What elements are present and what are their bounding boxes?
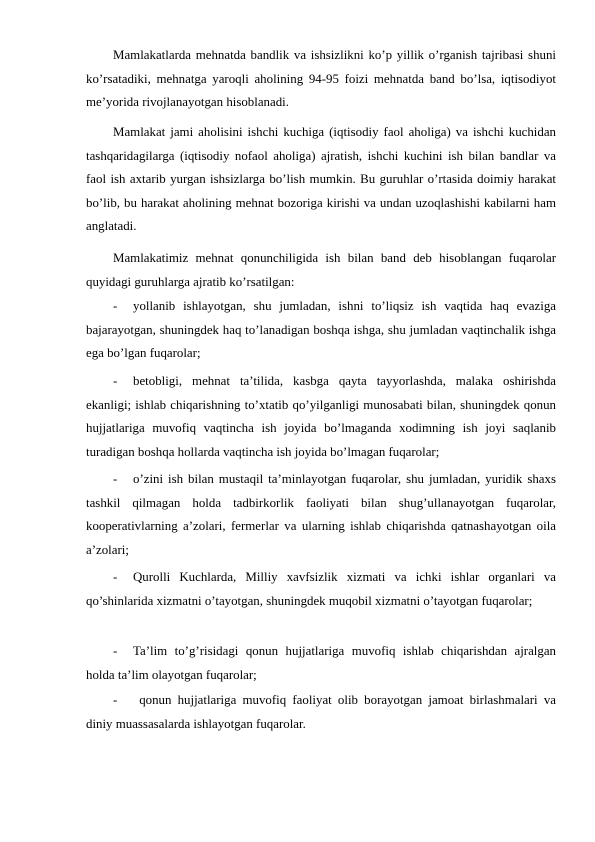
list-dash: - <box>113 374 118 388</box>
list-item <box>86 566 556 613</box>
list-dash: - <box>113 693 118 707</box>
paragraph-employment-experience: Mamlakatlarda mehnatda bandlik va ishsizlikni ko’p yillik o’rganish tajribasi shuni ko’rsatadiki, mehnatga yaroqli aholining 94-95 foizi mehnatda band bo’lsa, iqtisodiyot me’yorida rivojlanayotgan hisoblanadi. <box>86 48 556 109</box>
list-item <box>86 468 556 562</box>
list-item <box>86 370 556 464</box>
list-dash: - <box>113 299 118 313</box>
list-item-text: o’zini ish bilan mustaqil ta’minlayotgan fuqarolar, shu jumladan, yuridik shaxs tashkil qilmagan holda tadbirkorlik faoliyati bilan shug’ullanayotgan fuqarolar, kooperativlarning a’zolari, fermerlar va ularning ishlab chiqarishda qatnashayotgan oila a’zolari; <box>86 472 556 557</box>
list-dash: - <box>113 570 118 584</box>
list-item <box>86 689 556 736</box>
paragraph-population-division: Mamlakat jami aholisini ishchi kuchiga (iqtisodiy faol aholiga) va ishchi kuchidan tashqaridagilarga (iqtisodiy nofaol aholiga) ajratish, ishchi kuchini ish bilan bandlar va faol ish axtarib yurgan ishsizlarga bo’lish mumkin. Bu guruhlar o’rtasida doimiy harakat bo’lib, bu harakat aholining mehnat bozoriga kirishi va undan uzoqlashishi kabilarni ham anglatadi. <box>86 125 556 233</box>
list-dash: - <box>113 472 118 486</box>
paragraph-legislation-intro: Mamlakatimiz mehnat qonunchiligida ish bilan band deb hisoblangan fuqarolar quyidagi guruhlarga ajratib ko’rsatilgan: <box>86 251 556 289</box>
list-item-text: yollanib ishlayotgan, shu jumladan, ishni to’liqsiz ish vaqtida haq evaziga bajarayotgan, shuningdek haq to’lanadigan boshqa ishga, shu jumladan vaqtinchalik ishga ega bo’lgan fuqarolar; <box>86 299 556 360</box>
list-item-text: Ta’lim to’g’risidagi qonun hujjatlariga muvofiq ishlab chiqarishdan ajralgan holda ta’lim olayotgan fuqarolar; <box>86 644 556 682</box>
list-item <box>86 295 556 366</box>
list-item <box>86 640 556 687</box>
list-item-text: qonun hujjatlariga muvofiq faoliyat olib borayotgan jamoat birlashmalari va diniy muassasalarda ishlayotgan fuqarolar. <box>86 693 556 731</box>
list-dash: - <box>113 644 118 658</box>
list-item-text: betobligi, mehnat ta’tilida, kasbga qayta tayyorlashda, malaka oshirishda ekanligi; ishlab chiqarishning to’xtatib qo’yilganligi munosabati bilan, shuningdek qonun hujjatlariga muvofiq vaqtincha ish joyida bo’lmaganda xodimning ish joyi saqlanib turadigan boshqa hollarda vaqtincha ish joyida bo’lmagan fuqarolar; <box>86 374 556 459</box>
list-item-text: Qurolli Kuchlarda, Milliy xavfsizlik xizmati va ichki ishlar organlari va qo’shinlarida xizmatni o’tayotgan, shuningdek muqobil xizmatni o’tayotgan fuqarolar; <box>86 570 556 608</box>
